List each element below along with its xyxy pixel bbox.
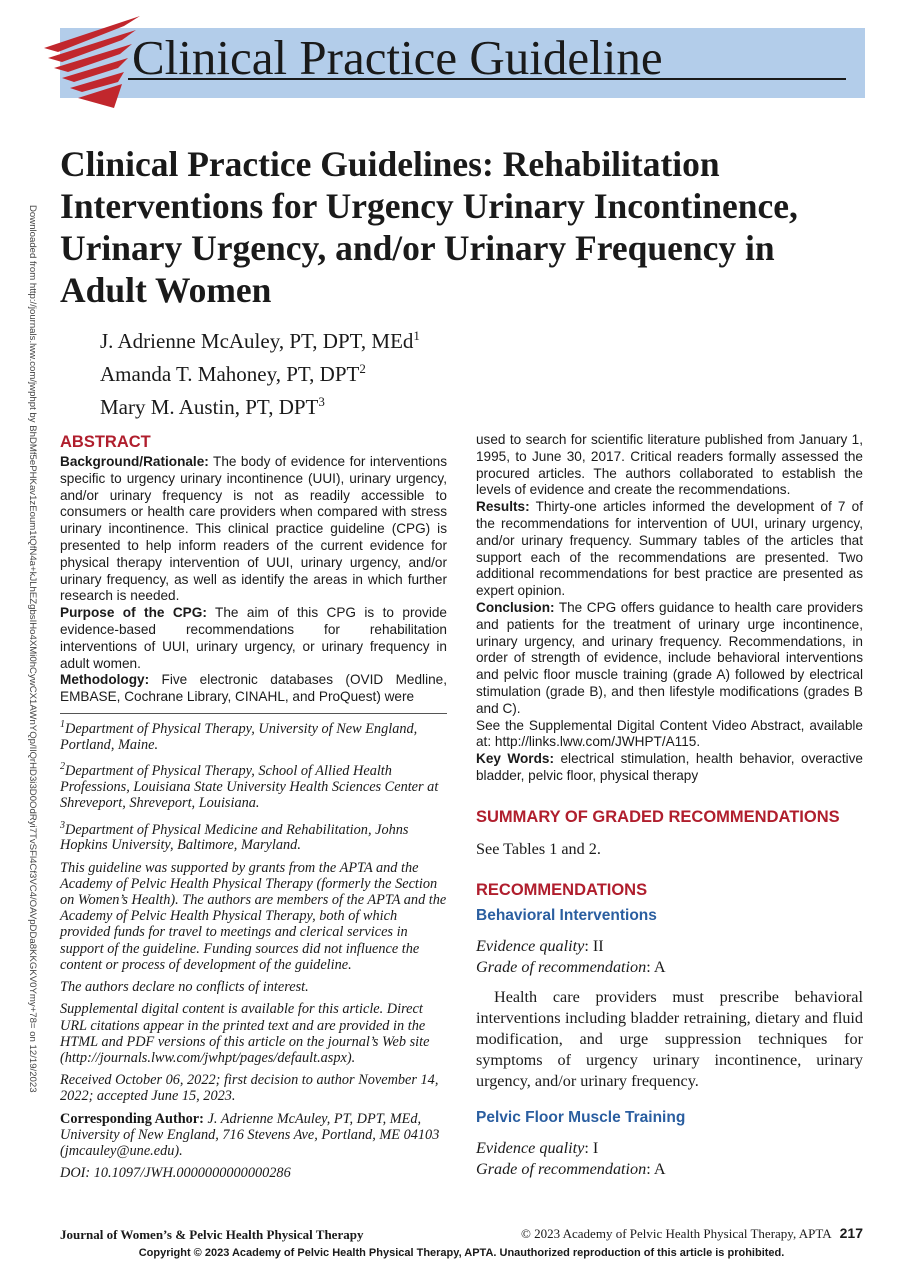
conflict-note: The authors declare no conflicts of interest.: [60, 979, 309, 996]
pfmt-evidence: Evidence quality: I: [476, 1138, 599, 1157]
article-title: Clinical Practice Guidelines: Rehabilitation Interventions for Urgency Urinary Incontinence, Urinary Urgency, and/or Urinary Frequency in Adult Women: [60, 144, 798, 310]
abstract-conclusion: Conclusion: The CPG offers guidance to health care providers and patients for the treatment of urinary urge incontinence, urinary urgency, and urinary frequency. Recommendations, in order of strength of evidence, include behavioral interventions and pelvic floor muscle training (grade A) followed by electrical stimulation (grade B), and then lifestyle modifications (grades B and C).: [476, 599, 863, 716]
summary-text: See Tables 1 and 2.: [476, 839, 601, 858]
abstract-body: [60, 454, 447, 706]
abstract-body-cont: [476, 432, 863, 785]
pfmt-body: [476, 1138, 863, 1180]
behavioral-grade: Grade of recommendation: A: [476, 957, 666, 976]
affiliation-1: $^1$Department of Physical Therapy, University of New England, Portland, Maine.: [60, 718, 418, 753]
journal-logo-icon: [44, 16, 144, 108]
corresponding-author: Corresponding Author: J. Adrienne McAuley, PT, DPT, MEd, University of New England, 716 Stevens Ave, Portland, ME 04103 (jmcauley@une.edu).: [60, 1110, 440, 1159]
affiliation-3: $^3$Department of Physical Medicine and Rehabilitation, Johns Hopkins University, Baltimore, Maryland.: [60, 819, 409, 854]
affiliation-2: $^2$Department of Physical Therapy, School of Allied Health Professions, Louisiana State University Health Sciences Center at Shreveport, Shreveport, Louisiana.: [60, 761, 439, 812]
abstract-background: Background/Rationale: The body of evidence for interventions specific to urgency urinary incontinence (UUI), urinary urgency, and/or urinary frequency is not as readily accessible to consumers or health care providers when compared with stress urinary incontinence. This clinical practice guideline (CPG) is presented to help inform readers of the current evidence for physical therapy intervention of UUI, urinary urgency, and/or urinary frequency, as well as identify the areas in which further research is needed.: [60, 454, 447, 604]
author: Mary M. Austin, PT, DPT$^3$: [100, 394, 325, 419]
behavioral-heading: Behavioral Interventions: [476, 906, 657, 924]
abstract-purpose: Purpose of the CPG: The aim of this CPG is to provide evidence-based recommendations for rehabilitation interventions of UUI, urinary urgency, or urinary frequency in adult women.: [60, 605, 447, 671]
received-note: Received October 06, 2022; first decision to author November 14, 2022; accepted June 15, 2023.: [60, 1072, 439, 1105]
abstract-heading: ABSTRACT: [60, 433, 151, 451]
abstract-methodology-cont: used to search for scientific literature published from January 1, 1995, to June 30, 2017. Critical readers formally assessed the procured articles. The authors collaborated to establish the levels of evidence and create the recommendations.: [476, 432, 863, 498]
pfmt-grade: Grade of recommendation: A: [476, 1159, 666, 1178]
abstract-results: Results: Thirty-one articles informed the development of 7 of the recommendations for intervention of UUI, urinary urgency, and/or urinary frequency. Summary tables of the articles that support each of the recommendations are presented. Two additional recommendations for best practice are presented as expert opinion.: [476, 499, 863, 599]
download-note: Downloaded from http://journals.lww.com/jwphpt by BhDMf5ePHKav1zEoum1tQfN4a+kJLhEZgbsIHo4XMi0hCywCX1AWnYQp/IlQrHD3i3D0OdRyi7TvSFl4Cf3VC4/OAVpDDa8KKGKV0Ymy+78= on 12/19/2023: [27, 205, 38, 1093]
funding-note: This guideline was supported by grants from the APTA and the Academy of Pelvic Health Physical Therapy (formerly the Section on Women’s Health). The authors are members of the APTA and the Academy of Pelvic Health Physical Therapy, both of which provided funds for travel to meetings and clerical services in support of the guideline. Funding sources did not influence the content or process of development of the guideline.: [60, 859, 447, 973]
pfmt-heading: Pelvic Floor Muscle Training: [476, 1108, 686, 1126]
banner-title: Clinical Practice Guideline: [132, 30, 663, 85]
author: Amanda T. Mahoney, PT, DPT$^2$: [100, 361, 366, 386]
recommendations-heading: RECOMMENDATIONS: [476, 880, 648, 899]
journal-name: Journal of Women’s & Pelvic Health Physical Therapy: [60, 1227, 364, 1242]
left-column: [60, 432, 447, 1187]
behavioral-evidence: Evidence quality: II: [476, 936, 604, 955]
summary-heading: SUMMARY OF GRADED RECOMMENDATIONS: [476, 807, 840, 826]
right-column: [476, 432, 863, 1180]
behavioral-body: [476, 936, 863, 1092]
abstract-methodology: Methodology: Five electronic databases (OVID Medline, EMBASE, Cochrane Library, CINAHL, and ProQuest) were: [60, 672, 447, 705]
page-number: 217: [839, 1225, 863, 1241]
author: J. Adrienne McAuley, PT, DPT, MEd$^1$: [100, 328, 420, 353]
keywords: Key Words: electrical stimulation, health behavior, overactive bladder, pelvic floor, physical therapy: [476, 751, 863, 783]
doi: DOI: 10.1097/JWH.0000000000000286: [60, 1165, 291, 1182]
footer-copyright: © 2023 Academy of Pelvic Health Physical Therapy, APTA 217: [520, 1225, 863, 1241]
author-list: [100, 322, 420, 421]
behavioral-text: Health care providers must prescribe behavioral interventions including bladder retraining, dietary and fluid modification, and urge suppression techniques for symptoms of urgency urinary incontinence, urinary urgency, and/or urinary frequency.: [476, 987, 863, 1090]
video-abstract-note: See the Supplemental Digital Content Video Abstract, available at: http://links.lww.com/JWHPT/A115.: [476, 717, 863, 750]
supplemental-note: Supplemental digital content is available for this article. Direct URL citations appear in the printed text and are provided in the HTML and PDF versions of this article on the journal’s Web site (http://journals.lww.com/jwhpt/pages/default.aspx).: [60, 1001, 430, 1066]
copyright-line: Copyright © 2023 Academy of Pelvic Health Physical Therapy, APTA. Unauthorized reproduction of this article is prohibited.: [138, 1247, 785, 1259]
footnotes: [60, 713, 447, 1181]
